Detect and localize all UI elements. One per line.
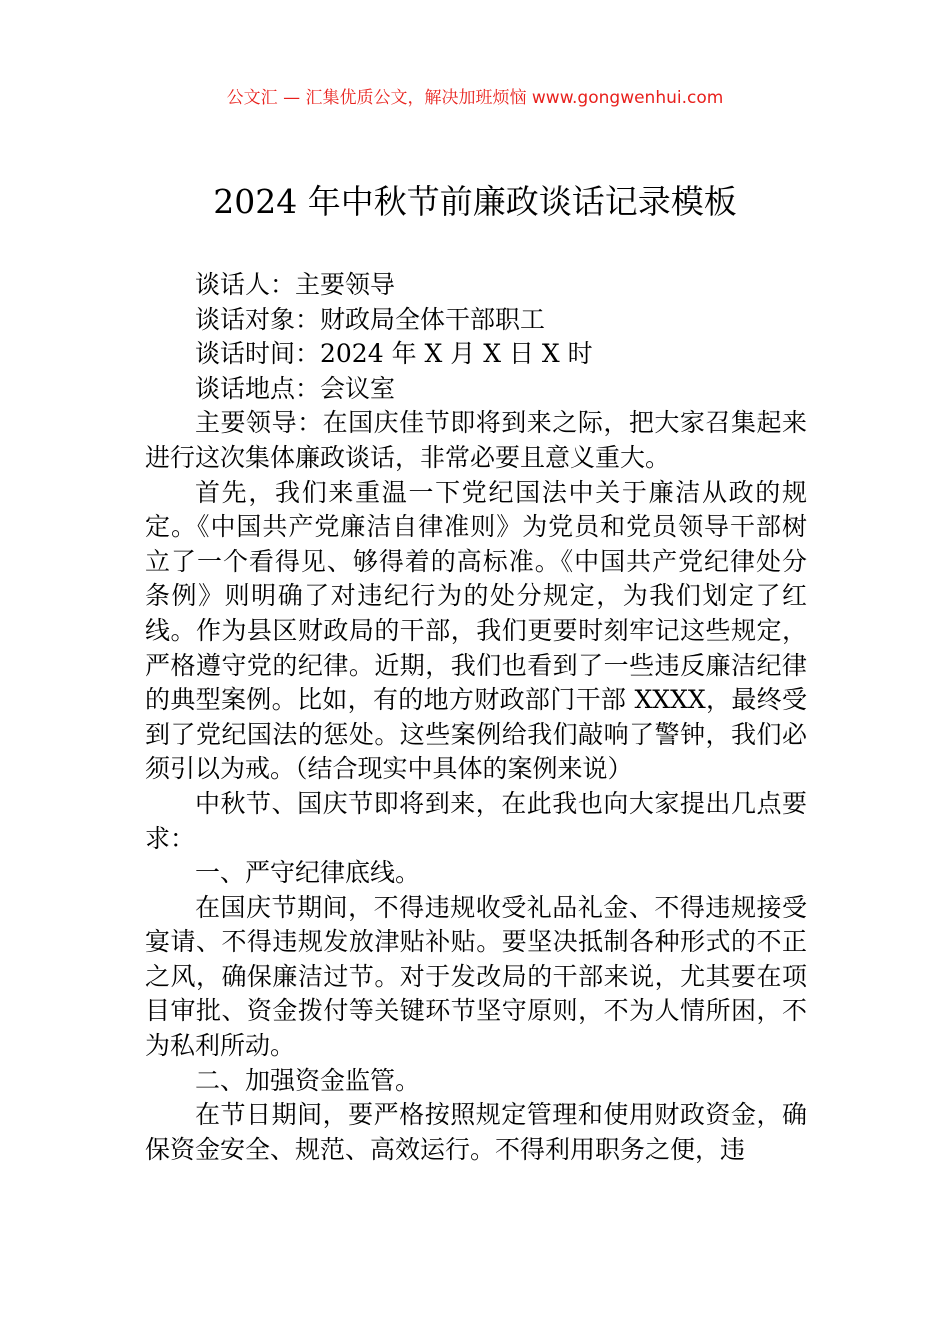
section-heading: 一、严守纪律底线。 [195,858,421,888]
document-title: 2024 年中秋节前廉政谈话记录模板 [213,182,737,221]
site-banner: 公文汇 — 汇集优质公文，解决加班烦恼 www.gongwenhui.com [226,88,724,108]
audience-line: 谈话对象：财政局全体干部职工 [195,304,546,334]
document-body [145,268,807,1167]
paragraph: 在节日期间，要严格按照规定管理和使用财政资金，确保资金安全、规范、高效运行。不得利用职务之便，违 [145,1100,807,1164]
speaker-line: 谈话人：主要领导 [195,270,396,299]
paragraph: 在国庆节期间，不得违规收受礼品礼金、不得违规接受宴请、不得违规发放津贴补贴。要坚决抵制各种形式的不正之风，确保廉洁过节。对于发改局的干部来说，尤其要在项目审批、资金拨付等关键环节坚守原则，不为人情所困，不为私利所动。 [145,892,807,1061]
paragraph: 主要领导：在国庆佳节即将到来之际，把大家召集起来进行这次集体廉政谈话，非常必要且意义重大。 [145,408,807,472]
paragraph: 首先，我们来重温一下党纪国法中关于廉洁从政的规定。《中国共产党廉洁自律准则》为党员和党员领导干部树立了一个看得见、够得着的高标准。《中国共产党纪律处分条例》则明确了对违纪行为的处分规定，为我们划定了红线。作为县区财政局的干部，我们更要时刻牢记这些规定，严格遵守党的纪律。近期，我们也看到了一些违反廉洁纪律的典型案例。比如，有的地方财政部门干部 XXXX，最终受到了党纪国法的惩处。这些案例给我们敲响了警钟，我们必须引以为戒。（结合现实中具体的案例来说） [145,477,807,784]
section-heading: 二、加强资金监管。 [195,1065,421,1095]
paragraph: 中秋节、国庆节即将到来，在此我也向大家提出几点要求： [145,788,807,853]
location-line: 谈话地点：会议室 [195,373,396,403]
time-line: 谈话时间：2024 年 X 月 X 日 X 时 [195,339,593,369]
